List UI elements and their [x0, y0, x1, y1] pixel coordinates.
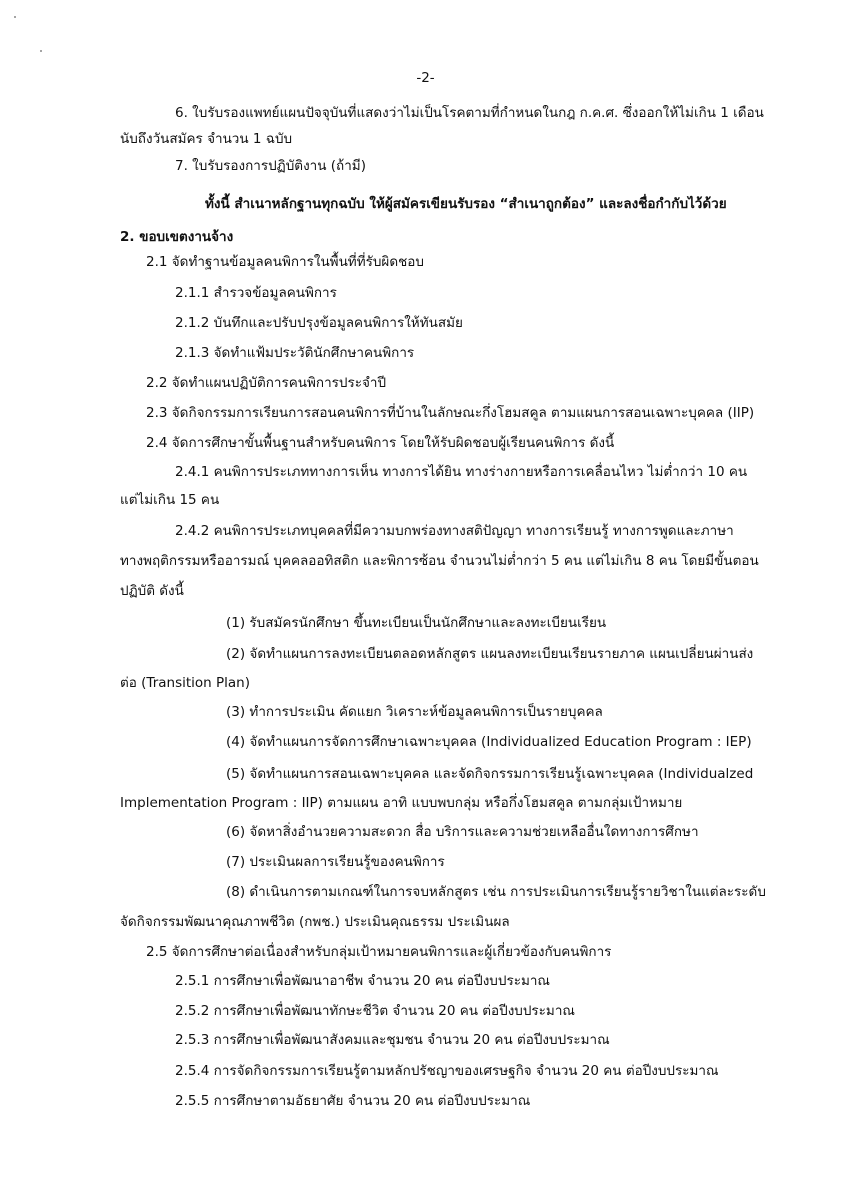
item-7: 7. ใบรับรองการปฏิบัติงาน (ถ้ามี) — [175, 158, 366, 174]
section-2-2: 2.2 จัดทำแผนปฏิบัติการคนพิการประจำปี — [146, 375, 387, 391]
scan-speck — [40, 50, 42, 52]
section-2-5-5: 2.5.5 การศึกษาตามอัธยาศัย จำนวน 20 คน ต่อปีงบประมาณ — [175, 1093, 531, 1109]
item-6-line-1: 6. ใบรับรองแพทย์แผนปัจจุบันที่แสดงว่าไม่เป็นโรคตามที่กำหนดในกฎ ก.ค.ศ. ซึ่งออกให้ไม่เกิน 1 เดือน — [175, 105, 764, 121]
procedure-2-line-1: (2) จัดทำแผนการลงทะเบียนตลอดหลักสูตร แผนลงทะเบียนเรียนรายภาค แผนเปลี่ยนผ่านส่ง — [226, 646, 754, 662]
section-2-4-2-line-1: 2.4.2 คนพิการประเภทบุคคลที่มีความบกพร่องทางสติปัญญา ทางการเรียนรู้ ทางการพูดและภาษา — [175, 523, 734, 539]
procedure-1: (1) รับสมัครนักศึกษา ขึ้นทะเบียนเป็นนักศึกษาและลงทะเบียนเรียน — [226, 615, 607, 631]
procedure-8-line-2: จัดกิจกรรมพัฒนาคุณภาพชีวิต (กพช.) ประเมินคุณธรรม ประเมินผล — [120, 914, 510, 930]
section-2-4-2-line-2: ทางพฤติกรรมหรืออารมณ์ บุคคลออทิสติก และพิการซ้อน จำนวนไม่ต่ำกว่า 5 คน แต่ไม่เกิน 8 คน โดยมีขั้นตอน — [120, 553, 759, 569]
section-2-5: 2.5 จัดการศึกษาต่อเนื่องสำหรับกลุ่มเป้าหมายคนพิการและผู้เกี่ยวข้องกับคนพิการ — [146, 944, 612, 960]
section-2-1-1: 2.1.1 สำรวจข้อมูลคนพิการ — [175, 285, 337, 301]
item-6-line-2: นับถึงวันสมัคร จำนวน 1 ฉบับ — [120, 131, 293, 147]
section-2-4: 2.4 จัดการศึกษาขั้นพื้นฐานสำหรับคนพิการ โดยให้รับผิดชอบผู้เรียนคนพิการ ดังนี้ — [146, 435, 615, 451]
section-2-5-3: 2.5.3 การศึกษาเพื่อพัฒนาสังคมและชุมชน จำนวน 20 คน ต่อปีงบประมาณ — [175, 1032, 610, 1048]
copy-certification-notice: ทั้งนี้ สำเนาหลักฐานทุกฉบับ ให้ผู้สมัครเขียนรับรอง “สำเนาถูกต้อง” และลงชื่อกำกับไว้ด้วย — [205, 196, 727, 212]
procedure-3: (3) ทำการประเมิน คัดแยก วิเคราะห์ข้อมูลคนพิการเป็นรายบุคคล — [226, 704, 603, 720]
section-2-heading: 2. ขอบเขตงานจ้าง — [120, 229, 234, 245]
section-2-1-2: 2.1.2 บันทึกและปรับปรุงข้อมูลคนพิการให้ทันสมัย — [175, 315, 463, 331]
procedure-5-line-2: Implementation Program : IIP) ตามแผน อาทิ แบบพบกลุ่ม หรือกึ่งโฮมสคูล ตามกลุ่มเป้าหมาย — [120, 795, 683, 811]
section-2-1: 2.1 จัดทำฐานข้อมูลคนพิการในพื้นที่ที่รับผิดชอบ — [146, 254, 424, 270]
section-2-4-1-line-2: แต่ไม่เกิน 15 คน — [120, 492, 220, 508]
procedure-2-line-2: ต่อ (Transition Plan) — [120, 675, 250, 691]
procedure-8-line-1: (8) ดำเนินการตามเกณฑ์ในการจบหลักสูตร เช่น การประเมินการเรียนรู้รายวิชาในแต่ละระดับ — [226, 884, 766, 900]
section-2-5-1: 2.5.1 การศึกษาเพื่อพัฒนาอาชีพ จำนวน 20 คน ต่อปีงบประมาณ — [175, 973, 550, 989]
procedure-5-line-1: (5) จัดทำแผนการสอนเฉพาะบุคคล และจัดกิจกรรมการเรียนรู้เฉพาะบุคคล (Individualzed — [226, 766, 754, 782]
section-2-5-2: 2.5.2 การศึกษาเพื่อพัฒนาทักษะชีวิต จำนวน 20 คน ต่อปีงบประมาณ — [175, 1003, 575, 1019]
section-2-3: 2.3 จัดกิจกรรมการเรียนการสอนคนพิการที่บ้านในลักษณะกึ่งโฮมสคูล ตามแผนการสอนเฉพาะบุคคล (IIP) — [146, 405, 755, 421]
section-2-5-4: 2.5.4 การจัดกิจกรรมการเรียนรู้ตามหลักปรัชญาของเศรษฐกิจ จำนวน 20 คน ต่อปีงบประมาณ — [175, 1063, 719, 1079]
page-number: -2- — [416, 70, 435, 86]
section-2-4-2-line-3: ปฏิบัติ ดังนี้ — [120, 583, 184, 599]
procedure-4: (4) จัดทำแผนการจัดการศึกษาเฉพาะบุคคล (Individualized Education Program : IEP) — [226, 734, 752, 750]
procedure-7: (7) ประเมินผลการเรียนรู้ของคนพิการ — [226, 854, 445, 870]
scan-speck — [14, 16, 16, 18]
section-2-4-1-line-1: 2.4.1 คนพิการประเภททางการเห็น ทางการได้ยิน ทางร่างกายหรือการเคลื่อนไหว ไม่ต่ำกว่า 10 คน — [175, 464, 748, 480]
procedure-6: (6) จัดหาสิ่งอำนวยความสะดวก สื่อ บริการและความช่วยเหลืออื่นใดทางการศึกษา — [226, 824, 699, 840]
section-2-1-3: 2.1.3 จัดทำแฟ้มประวัตินักศึกษาคนพิการ — [175, 345, 415, 361]
